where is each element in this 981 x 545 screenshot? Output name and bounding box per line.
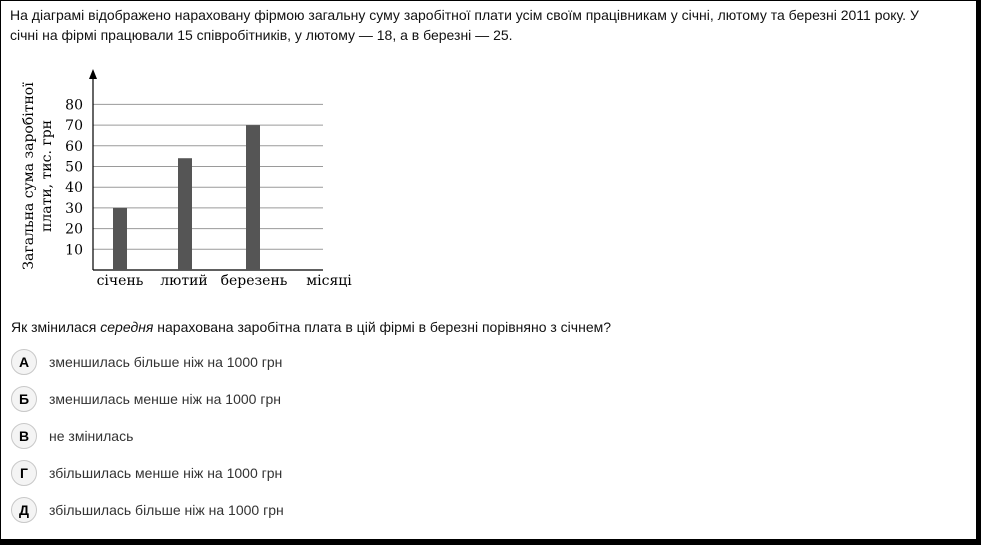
x-category-label: лютий — [160, 273, 208, 289]
bar-chart — [11, 63, 361, 300]
y-tick-label: 30 — [65, 200, 83, 217]
intro-line-1: На діаграмі відображено нараховану фірмою загальну суму заробітної плати усім своїм працівникам у січні, лютому та березні 2011 року. У — [10, 7, 919, 23]
option-b-letter: Б — [11, 386, 37, 412]
bar-chart-svg — [11, 63, 361, 295]
y-tick-label: 80 — [65, 97, 83, 114]
y-tick-label: 10 — [65, 242, 83, 259]
question-text — [11, 317, 611, 337]
y-axis-label-line-2: плати, тис. грн — [39, 120, 55, 232]
option-d-letter: Д — [11, 497, 37, 523]
option-a[interactable] — [11, 348, 331, 376]
bar-2 — [178, 158, 192, 270]
question-before: Як змінилася — [11, 319, 101, 335]
y-tick-label: 70 — [65, 118, 83, 135]
y-axis-label-line-1: Загальна сума заробітної — [21, 82, 37, 270]
option-v-letter: В — [11, 423, 37, 449]
y-axis-arrow — [89, 69, 97, 79]
question-emphasis: середня — [100, 319, 154, 335]
bar-1 — [113, 208, 127, 270]
y-tick-label: 40 — [65, 180, 83, 197]
option-a-letter: А — [11, 349, 37, 375]
y-tick-label: 50 — [65, 159, 83, 176]
question-after: нарахована заробітна плата в цій фірмі в березні порівняно з січнем? — [153, 319, 612, 335]
problem-statement — [10, 5, 970, 45]
option-d[interactable] — [11, 496, 331, 524]
option-d-text: збільшилась більше ніж на 1000 грн — [49, 502, 284, 518]
question-card — [1, 1, 978, 541]
option-v-text: не змінилась — [49, 428, 134, 444]
option-g-letter: Г — [11, 460, 37, 486]
option-g[interactable] — [11, 459, 331, 487]
bar-3 — [246, 125, 260, 270]
x-category-label: березень — [220, 273, 288, 289]
intro-line-2: січні на фірмі працювали 15 співробітників, у лютому — 18, а в березні — 25. — [10, 27, 513, 43]
option-b[interactable] — [11, 385, 331, 413]
y-tick-label: 20 — [65, 221, 83, 238]
x-category-label: січень — [96, 273, 144, 289]
y-tick-label: 60 — [65, 138, 83, 155]
option-v[interactable] — [11, 422, 331, 450]
option-g-text: збільшилась менше ніж на 1000 грн — [49, 465, 283, 481]
x-axis-label: місяці — [306, 273, 352, 289]
option-a-text: зменшилась більше ніж на 1000 грн — [49, 354, 283, 370]
option-b-text: зменшилась менше ніж на 1000 грн — [49, 391, 281, 407]
